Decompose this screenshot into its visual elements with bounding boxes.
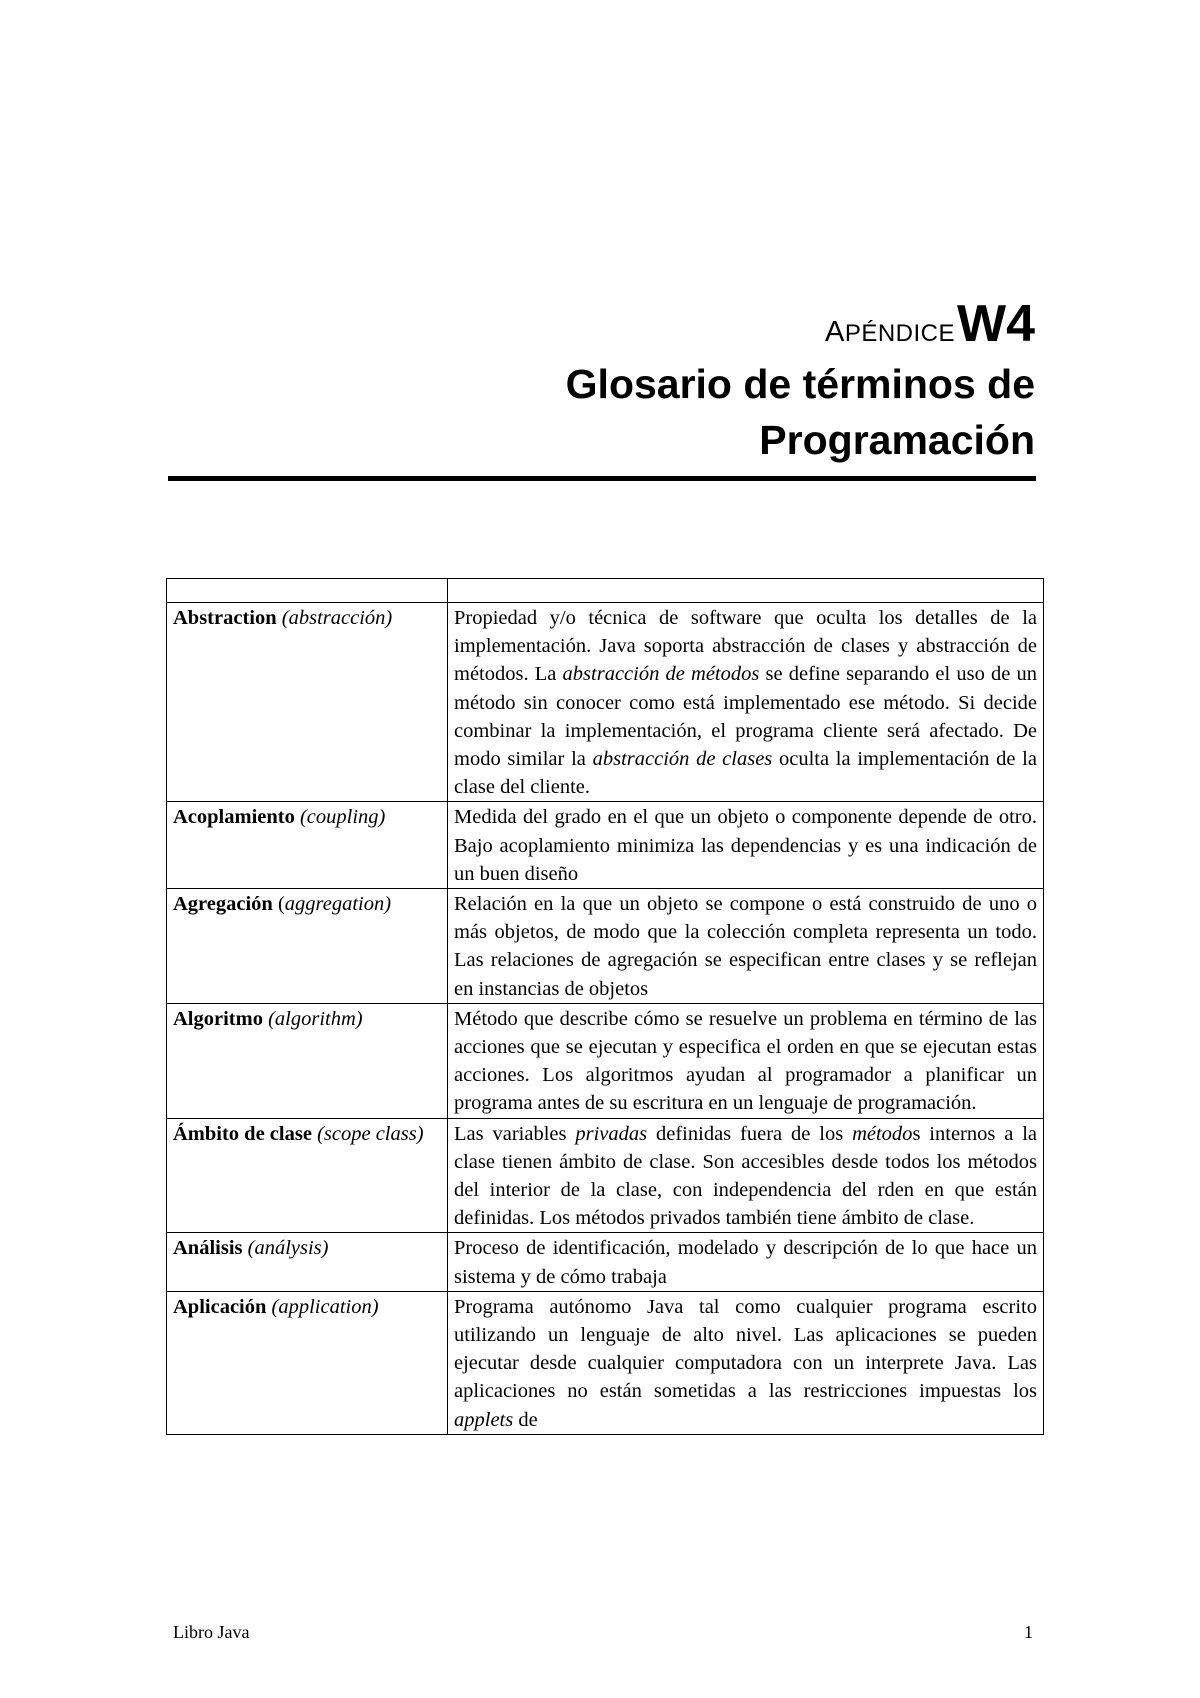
term-cell <box>167 603 448 802</box>
definition-text: se define separando el uso de un método sin conocer como está implementado ese método. Si decide combinar la implementación, el programa cliente será afectado. De modo similar la <box>454 663 1037 771</box>
chapter-title-line-2: Programación <box>759 417 1035 463</box>
glossary-header-row <box>167 579 1044 603</box>
term-english: aggregation) <box>284 893 392 916</box>
definition-text: s internos a la clase tienen ámbito de clase. Son accesibles desde todos los métodos del interior de la clase, con independencia del rden en que están definidas. Los métodos privados también tiene ámbito de clase. <box>454 1122 1038 1230</box>
term-cell <box>167 1003 448 1118</box>
term-english-prefix: ( <box>272 893 285 916</box>
glossary-row <box>167 802 1044 889</box>
term-name: Ámbito de clase <box>173 1122 312 1145</box>
term-cell <box>167 1291 448 1434</box>
chapter-title-line-1: Glosario de términos de <box>565 361 1035 407</box>
definition-text: Medida del grado en el que un objeto o componente depende de otro. Bajo acoplamiento minimiza las dependencias y es una indicación de un buen diseño <box>454 806 1037 885</box>
chapter-title <box>566 356 1035 468</box>
term-name: Abstraction <box>173 607 277 629</box>
chapter-heading <box>565 295 1035 468</box>
definition-emphasis: privadas <box>575 1122 648 1145</box>
appendix-label: APÉNDICE <box>824 316 955 348</box>
term-english: (análysis) <box>247 1237 329 1260</box>
header-cell-term <box>167 579 448 603</box>
term-name: Acoplamiento <box>173 806 295 829</box>
term-cell <box>167 802 448 889</box>
definition-emphasis: abstracción de métodos <box>562 663 760 686</box>
definition-text: oculta la implementación de la clase del cliente. <box>454 748 1037 799</box>
definition-cell <box>448 603 1044 802</box>
definition-text: Propiedad y/o técnica de software que oculta los detalles de la implementación. Java soporta abstracción de clases y abstracción de métodos. La <box>454 607 1037 686</box>
appendix-label-line <box>566 295 1035 353</box>
definition-cell <box>448 889 1044 1004</box>
term-cell <box>167 1118 448 1233</box>
definition-emphasis: método <box>852 1122 913 1145</box>
heading-rule <box>168 476 1036 481</box>
definition-cell <box>448 802 1044 889</box>
term-english: (scope class) <box>317 1122 424 1145</box>
definition-emphasis: applets <box>454 1408 514 1431</box>
definition-cell <box>448 1118 1044 1233</box>
definition-text: Programa autónomo Java tal como cualquier programa escrito utilizando un lenguaje de alto nivel. Las aplicaciones se pueden ejecutar desde cualquier computadora con un interprete Java. Las aplicaciones no están sometidas a las restricciones impuestas los <box>454 1295 1037 1403</box>
glossary-body <box>167 579 1044 1435</box>
glossary-row <box>167 1118 1044 1233</box>
term-name: Aplicación <box>173 1295 267 1318</box>
definition-text: Método que describe cómo se resuelve un problema en término de las acciones que se ejecutan y especifica el orden en que se ejecutan estas acciones. Los algoritmos ayudan al programador a planificar un programa antes de su escritura en un lenguaje de programación. <box>454 1007 1037 1115</box>
definition-emphasis: abstracción de clases <box>592 748 773 771</box>
footer-book-title: Libro Java <box>173 1622 250 1642</box>
definition-cell <box>448 1233 1044 1291</box>
term-cell <box>167 889 448 1004</box>
definition-text: Relación en la que un objeto se compone o está construido de uno o más objetos, de modo que la colección completa representa un todo. Las relaciones de agregación se especifican entre clases y se reflejan en instancias de objetos <box>454 893 1037 1000</box>
term-cell <box>167 1233 448 1291</box>
term-name: Agregación <box>173 893 273 916</box>
definition-text: definidas fuera de los <box>647 1122 853 1145</box>
glossary-row <box>167 889 1044 1004</box>
header-cell-definition <box>448 579 1044 603</box>
definition-cell <box>448 1003 1044 1118</box>
term-english: (application) <box>271 1295 379 1318</box>
appendix-number: W4 <box>957 295 1035 353</box>
term-english: (abstracción) <box>281 607 393 629</box>
definition-text: Las variables <box>454 1122 576 1145</box>
glossary-row <box>167 1003 1044 1118</box>
footer-page-number: 1 <box>1024 1622 1033 1642</box>
glossary-row <box>167 1233 1044 1291</box>
definition-text: Proceso de identificación, modelado y descripción de lo que hace un sistema y de cómo trabaja <box>454 1237 1037 1288</box>
definition-text: de <box>513 1408 538 1431</box>
glossary-row <box>167 1291 1044 1434</box>
term-name: Algoritmo <box>173 1007 263 1030</box>
glossary-row <box>167 603 1044 802</box>
glossary-table <box>166 578 1044 1435</box>
definition-cell <box>448 1291 1044 1434</box>
term-name: Análisis <box>173 1237 243 1260</box>
term-english: (algorithm) <box>268 1007 363 1030</box>
term-english: (coupling) <box>299 806 386 829</box>
